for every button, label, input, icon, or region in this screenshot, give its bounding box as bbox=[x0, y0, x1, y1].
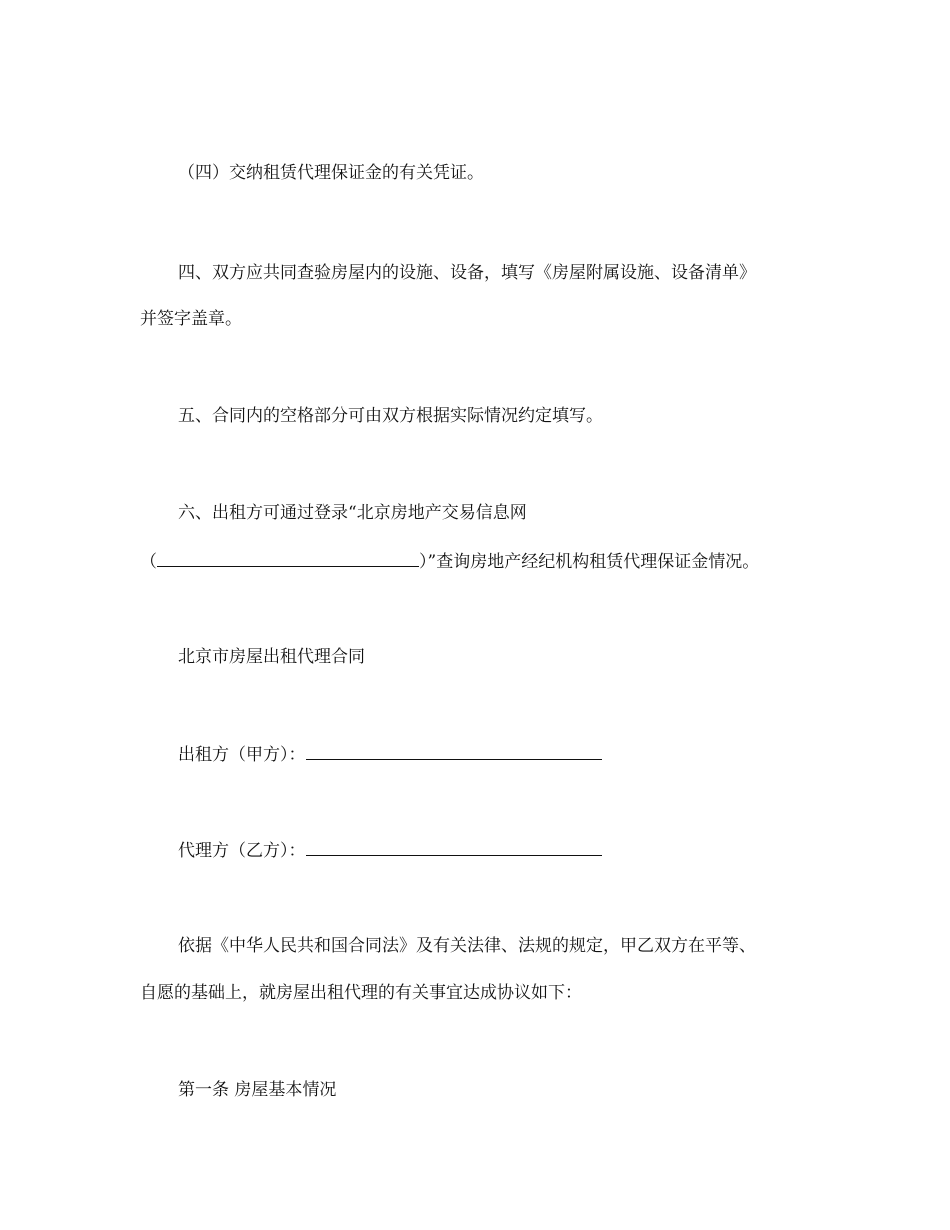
party-b-blank bbox=[306, 838, 602, 856]
website-blank bbox=[157, 549, 419, 567]
party-a-line bbox=[178, 742, 602, 766]
item-4-line1: 四、双方应共同查验房屋内的设施、设备，填写《房屋附属设施、设备清单》 bbox=[178, 263, 756, 283]
party-b-line bbox=[178, 838, 602, 862]
item-6-line1: 六、出租方可通过登录“北京房地产交易信息网 bbox=[178, 503, 527, 523]
basis-line1: 依据《中华人民共和国合同法》及有关法律、法规的规定，甲乙双方在平等、 bbox=[178, 936, 756, 956]
party-a-label: 出租方（甲方）： bbox=[178, 745, 306, 765]
party-b-label: 代理方（乙方）： bbox=[178, 841, 306, 861]
item-5: 五、合同内的空格部分可由双方根据实际情况约定填写。 bbox=[178, 406, 603, 426]
item-6-open-paren: （ bbox=[140, 552, 157, 572]
item-iv: （四）交纳租赁代理保证金的有关凭证。 bbox=[178, 163, 484, 183]
basis-line2: 自愿的基础上，就房屋出租代理的有关事宜达成协议如下： bbox=[140, 983, 582, 1003]
item-4-line2: 并签字盖章。 bbox=[140, 309, 242, 329]
item-6-line2-text: ）”查询房地产经纪机构租赁代理保证金情况。 bbox=[419, 552, 760, 572]
item-6-line2 bbox=[140, 549, 759, 573]
contract-title: 北京市房屋出租代理合同 bbox=[178, 647, 365, 667]
article-1-heading: 第一条 房屋基本情况 bbox=[178, 1080, 337, 1100]
party-a-blank bbox=[306, 742, 602, 760]
